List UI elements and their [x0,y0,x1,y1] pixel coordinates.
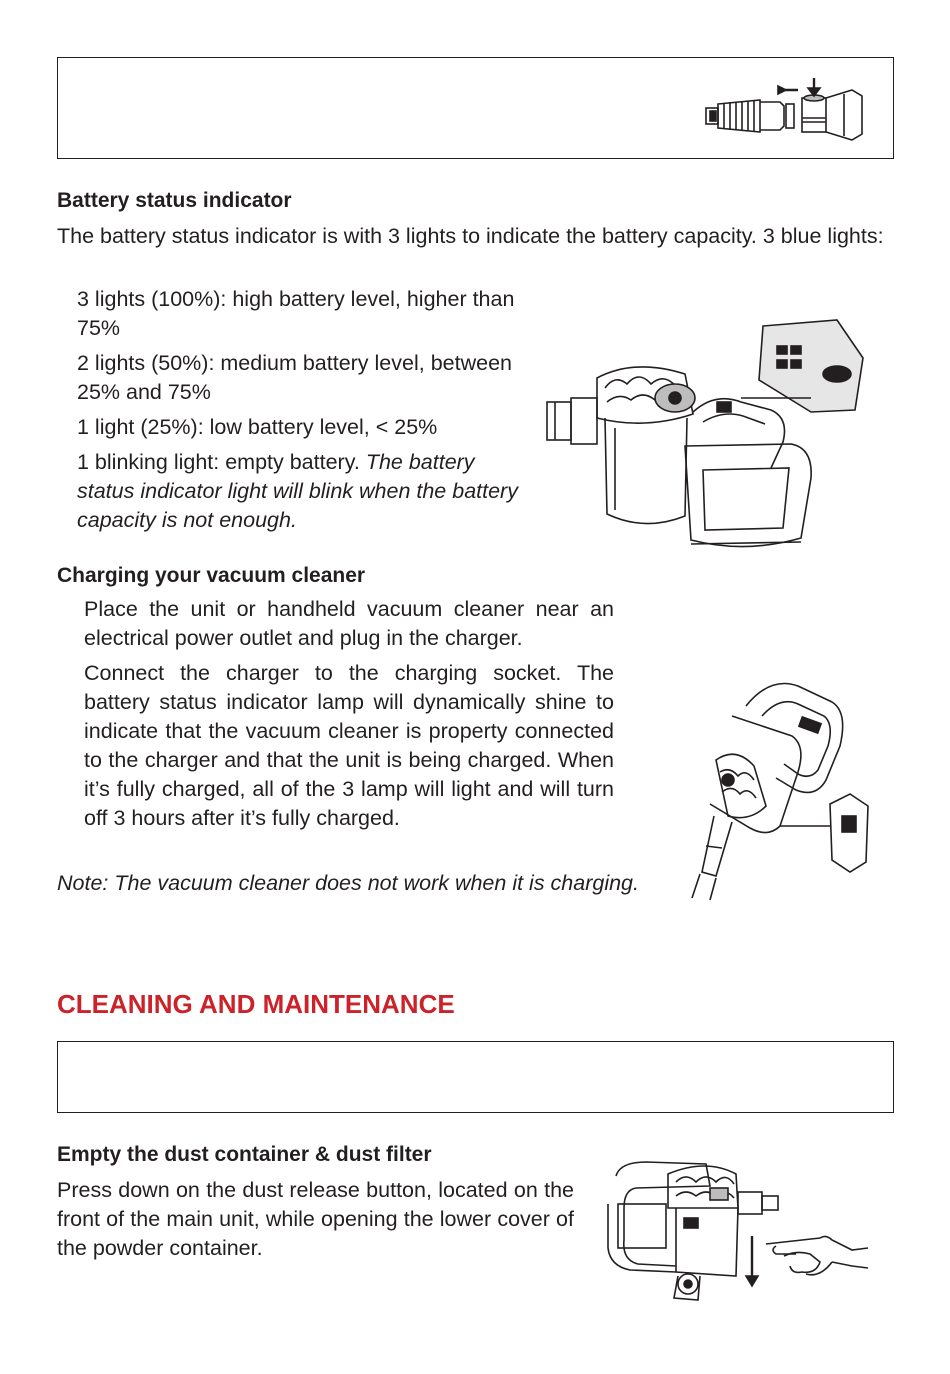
battery-heading: Battery status indicator [57,189,292,212]
charging-heading: Charging your vacuum cleaner [57,564,366,587]
dust-instructions: Press down on the dust release button, located on the front of the main unit, while opening the lower cover of the powder container. [57,1178,574,1260]
battery-indicator-illustration [545,318,870,558]
charging-paragraph: Place the unit or handheld vacuum cleaner near an electrical power outlet and plug in the charger. [84,597,614,650]
dust-container-illustration [606,1158,874,1308]
battery-level-item: 2 lights (50%): medium battery level, between 25% and 75% [77,351,512,404]
battery-level-item: 1 light (25%): low battery level, < 25% [77,415,438,439]
charging-paragraphs [84,595,614,839]
charging-note [57,869,639,898]
battery-intro: The battery status indicator is with 3 lights to indicate the battery capacity. 3 blue lights: [57,224,884,248]
battery-levels-list [77,285,535,541]
charging-vacuum-illustration [680,676,890,902]
blink-item-note: The battery status indicator light will blink when the battery capacity is not enough. [77,450,518,532]
battery-level-item: 3 lights (100%): high battery level, higher than 75% [77,287,515,340]
battery-level-item [77,448,535,535]
charging-paragraph: Connect the charger to the charging socket. The battery status indicator lamp will dynamically shine to indicate that the vacuum cleaner is property connected to the charger and that the unit is being charged. When it’s fully charged, all of the 3 lamp will light and will turn off 3 hours after it’s fully charged. [84,661,614,830]
top-note-box [57,57,894,159]
dust-heading: Empty the dust container & dust filter [57,1143,432,1166]
charging-note-text: Note: The vacuum cleaner does not work when it is charging. [57,871,639,895]
maintenance-note-box [57,1041,894,1113]
blink-item-text: 1 blinking light: empty battery. [77,450,366,474]
hose-connector-illustration [702,78,882,148]
maintenance-title: CLEANING AND MAINTENANCE [57,989,455,1019]
